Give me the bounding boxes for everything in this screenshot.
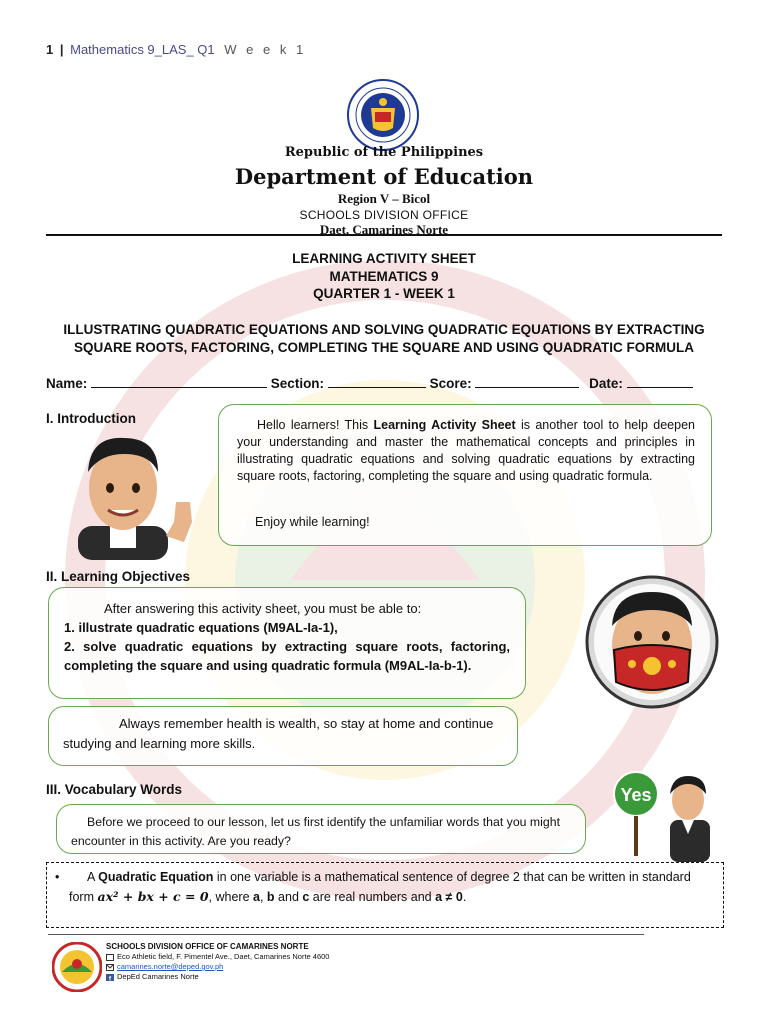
footer-divider xyxy=(48,934,644,935)
header-title: Mathematics 9_LAS_ Q1 xyxy=(70,42,215,57)
def-middle: in one variable is a mathematical sentence of degree 2 that can be written in standard form xyxy=(69,870,691,904)
objective-item-1: 1. illustrate quadratic equations (M9AL-Ia-1), xyxy=(64,620,338,635)
objectives-bubble xyxy=(48,587,526,699)
def-start: A xyxy=(87,870,99,884)
section-field[interactable] xyxy=(328,374,426,388)
sheet-title: LEARNING ACTIVITY SHEET xyxy=(292,251,476,266)
definition-box xyxy=(46,862,724,928)
enjoy-text: Enjoy while learning! xyxy=(255,515,370,529)
footer-facebook-line xyxy=(106,972,329,982)
score-label: Score: xyxy=(429,376,472,391)
lesson-title: ILLUSTRATING QUADRATIC EQUATIONS AND SOLVING QUADRATIC EQUATIONS BY EXTRACTING SQUARE ROOTS, FACTORING, COMPLETING THE SQUARE AND USING QUADRATIC FORMULA xyxy=(63,322,705,355)
introduction-bubble xyxy=(218,404,712,546)
email-icon xyxy=(106,964,114,971)
intro-text-end: is another tool to help deepen your understanding and master the mathematical concepts and principles in illustrating quadratic equations and solving quadratic equations by extracting square roots, factoring, completing the square and using quadratic formula. xyxy=(237,418,695,483)
name-field[interactable] xyxy=(91,374,267,388)
section-label: Section: xyxy=(270,376,325,391)
office-text: SCHOOLS DIVISION OFFICE xyxy=(299,208,469,222)
svg-text:f: f xyxy=(108,974,112,981)
vocabulary-heading: III. Vocabulary Words xyxy=(46,782,183,797)
var-a: a xyxy=(253,890,260,904)
vocabulary-bubble xyxy=(56,804,586,854)
page-header xyxy=(46,42,306,57)
objectives-text xyxy=(64,599,510,675)
location-icon xyxy=(106,954,114,961)
footer-contact xyxy=(106,942,329,982)
footer-address-line xyxy=(106,952,329,962)
def-tail: are real numbers and xyxy=(309,890,436,904)
introduction-text xyxy=(237,417,695,485)
boy-avatar-waving xyxy=(60,430,200,560)
sheet-titles xyxy=(0,250,768,303)
city-text: Daet, Camarines Norte xyxy=(319,222,449,237)
definition-text xyxy=(55,868,719,907)
facebook-icon xyxy=(106,974,114,981)
def-term: Quadratic Equation xyxy=(98,870,214,884)
intro-text-start: Hello learners! This xyxy=(257,418,374,432)
standard-form-formula: ax² + bx + c = 0 xyxy=(97,889,209,904)
def-period: . xyxy=(462,890,467,904)
letterhead-divider xyxy=(46,234,722,236)
date-field[interactable] xyxy=(627,374,693,388)
letterhead xyxy=(0,145,768,238)
footer-email-link[interactable]: camarines.norte@deped.gov.ph xyxy=(117,962,224,971)
reminder-bubble xyxy=(48,706,518,766)
var-b: b xyxy=(266,890,275,904)
vocabulary-text: Before we proceed to our lesson, let us first identify the unfamiliar words that you might encounter in this activity. Are you ready? xyxy=(71,815,560,848)
footer-email-line xyxy=(106,962,329,972)
department-text: Department of Education xyxy=(234,164,534,189)
bullet-icon: • xyxy=(55,870,60,884)
masked-avatar-icon xyxy=(584,574,720,710)
objectives-intro: After answering this activity sheet, you must be able to: xyxy=(104,601,422,616)
def-sep-1: , xyxy=(259,890,267,904)
header-week: W e e k 1 xyxy=(224,42,307,57)
reminder-text: Always remember health is wealth, so stay at home and continue studying and learning more skills. xyxy=(63,716,494,751)
objective-item-2: 2. solve quadratic equations by extracting square roots, factoring, completing the square and using quadratic formula (M9AL-Ia-b-1). xyxy=(64,639,510,673)
score-field[interactable] xyxy=(475,374,579,388)
date-label: Date: xyxy=(589,376,623,391)
header-separator: | xyxy=(59,42,64,57)
footer-address: Eco Athletic field, F. Pimentel Ave., Daet, Camarines Norte 4600 xyxy=(117,952,330,961)
yes-sign-avatar xyxy=(606,770,724,862)
intro-text-bold: Learning Activity Sheet xyxy=(373,418,516,432)
name-label: Name: xyxy=(46,376,88,391)
var-c: c xyxy=(302,890,310,904)
deped-seal-icon xyxy=(346,78,420,152)
footer-office: SCHOOLS DIVISION OFFICE OF CAMARINES NORTE xyxy=(106,942,309,951)
yes-sign-label: Yes xyxy=(620,785,652,805)
republic-text: Republic of the Philippines xyxy=(284,145,484,160)
sdo-logo-icon xyxy=(52,942,102,992)
introduction-heading: I. Introduction xyxy=(46,411,136,426)
def-where: , where xyxy=(208,890,254,904)
region-text: Region V – Bicol xyxy=(337,191,431,206)
subject-title: MATHEMATICS 9 xyxy=(329,268,439,284)
footer-facebook[interactable]: DepEd Camarines Norte xyxy=(117,972,199,981)
page-number: 1 xyxy=(46,42,54,57)
nonzero-condition: a ≠ 0 xyxy=(435,890,463,904)
student-info-row xyxy=(46,374,726,391)
def-sep-2: and xyxy=(274,890,303,904)
objectives-heading: II. Learning Objectives xyxy=(46,569,191,584)
quarter-title: QUARTER 1 - WEEK 1 xyxy=(313,286,455,301)
